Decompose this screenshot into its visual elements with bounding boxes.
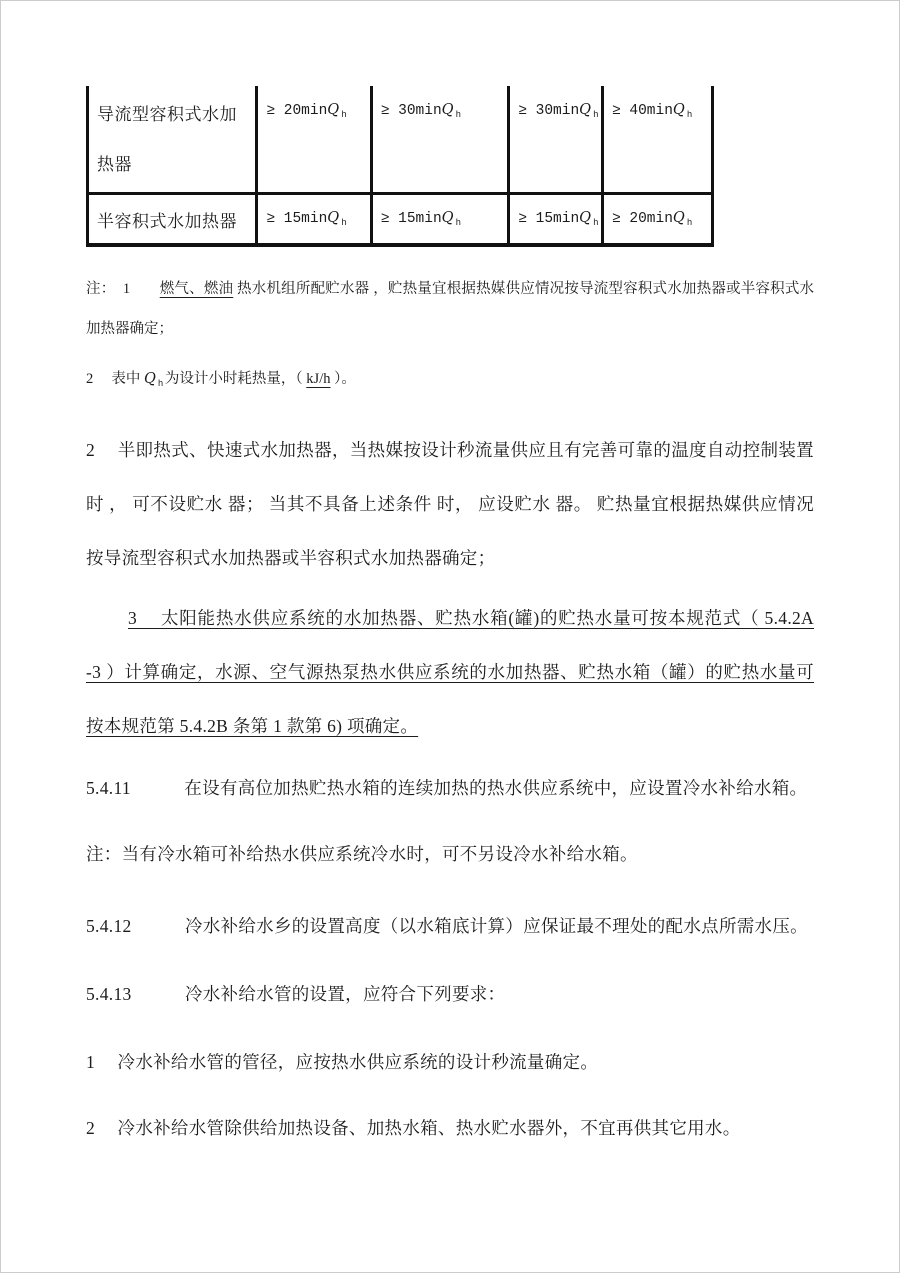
clause-item-2-text: 2 半即热式、快速式水加热器，当热媒按设计秒流量供应且有完善可靠的温度自动控制装置时 ， 可不设贮水 器； 当其不具备上述条件 时， 应设贮水 器。 贮热量宜根据热媒供应情况按导流型容积式水加热器或半容积式水加热器确定； — [86, 440, 814, 568]
note2-suffix: ）。 — [330, 371, 356, 387]
section-5-4-11 — [86, 761, 814, 815]
note2-prefix: 2 表中 — [86, 371, 144, 387]
clause-item-3-underlined — [86, 591, 814, 753]
q-symbol: Q — [327, 102, 340, 118]
q-subscript: h — [686, 110, 693, 120]
section-5-4-13 — [86, 967, 814, 1021]
q-subscript: h — [455, 110, 461, 120]
section-5-4-11-note — [86, 827, 814, 881]
section-5-4-11-note-text: 注：当有冷水箱可补给热水供应系统冷水时，可不另设冷水补给水箱。 — [86, 844, 638, 864]
cell-value: ≥ 15min — [266, 211, 328, 227]
q-subscript: h — [157, 379, 164, 389]
clause-item-2 — [86, 423, 814, 585]
q-symbol: Q — [441, 210, 454, 226]
q-symbol: Q — [672, 102, 685, 118]
section-5-4-13-item-2 — [86, 1101, 814, 1155]
q-subscript: h — [341, 218, 347, 228]
q-symbol: Q — [672, 210, 685, 226]
water-heater-storage-table — [86, 86, 714, 247]
q-symbol: Q — [441, 102, 454, 118]
section-5-4-13-item-2-text: 2 冷水补给水管除供给加热设备、加热水箱、热水贮水器外，不宜再供其它用水。 — [86, 1118, 741, 1138]
q-subscript: h — [455, 218, 461, 228]
section-5-4-13-item-1 — [86, 1035, 814, 1089]
note1-body: 热水机组所配贮水器 ，贮热量宜根据热媒供应情况按导流型容积式水加热器或半容积式水加热器确定； — [86, 281, 815, 337]
q-symbol: Q — [327, 210, 340, 226]
table-cell — [257, 194, 371, 246]
section-5-4-13-item-1-text: 1 冷水补给水管的管径，应按热水供应系统的设计秒流量确定。 — [86, 1052, 599, 1072]
cell-value: ≥ 20min — [266, 103, 328, 119]
section-5-4-13-text: 5.4.13 冷水补给水管的设置，应符合下列要求： — [86, 984, 506, 1004]
cell-value: ≥ 15min — [518, 211, 580, 227]
cell-value: ≥ 30min — [518, 103, 580, 119]
row-label — [88, 194, 257, 246]
note2-body: 为设计小时耗热量，（ — [161, 371, 307, 387]
row-label-text: 导流型容积式水加热器 — [97, 105, 237, 174]
table-row — [88, 86, 713, 194]
table-cell — [603, 194, 713, 246]
q-subscript: h — [686, 218, 693, 228]
section-5-4-11-text: 5.4.11 在设有高位加热贮热水箱的连续加热的热水供应系统中，应设置冷水补给水箱。 — [86, 778, 808, 798]
table-cell — [371, 86, 509, 194]
q-subscript: h — [593, 110, 599, 120]
section-5-4-12 — [86, 899, 814, 953]
note2-underlined-unit: kJ/h — [306, 371, 331, 387]
table-note-2 — [86, 359, 814, 401]
table-cell — [509, 194, 603, 246]
cell-value: ≥ 15min — [380, 211, 442, 227]
q-symbol: Q — [579, 210, 592, 226]
q-symbol: Q — [144, 371, 156, 387]
table-cell — [257, 86, 371, 194]
cell-value: ≥ 40min — [612, 103, 673, 119]
table-note-1 — [86, 269, 814, 349]
q-subscript: h — [593, 218, 599, 228]
document-content — [86, 1, 814, 1155]
clause-item-3-text: 3 太阳能热水供应系统的水加热器、贮热水箱(罐)的贮热水量可按本规范式（ 5.4.2A -3 ）计算确定，水源、空气源热泵热水供应系统的水加热器、贮热水箱（罐）的贮热水量可按本规范第 5.4.2B 条第 1 款第 6) 项确定。 — [86, 608, 814, 736]
note1-underlined-fuel-types: 燃气、燃油 — [159, 281, 234, 297]
section-5-4-12-text: 5.4.12 冷水补给水乡的设置高度（以水箱底计算）应保证最不理处的配水点所需水压。 — [86, 916, 808, 936]
q-subscript: h — [341, 110, 347, 120]
cell-value: ≥ 20min — [612, 211, 673, 227]
note1-prefix: 注： 1 — [86, 281, 160, 297]
table-row — [88, 194, 713, 246]
cell-value: ≥ 30min — [380, 103, 442, 119]
table-cell — [603, 86, 713, 194]
row-label-text: 半容积式水加热器 — [97, 211, 237, 231]
q-symbol: Q — [579, 102, 592, 118]
table-cell — [509, 86, 603, 194]
table-cell — [371, 194, 509, 246]
row-label — [88, 86, 257, 194]
